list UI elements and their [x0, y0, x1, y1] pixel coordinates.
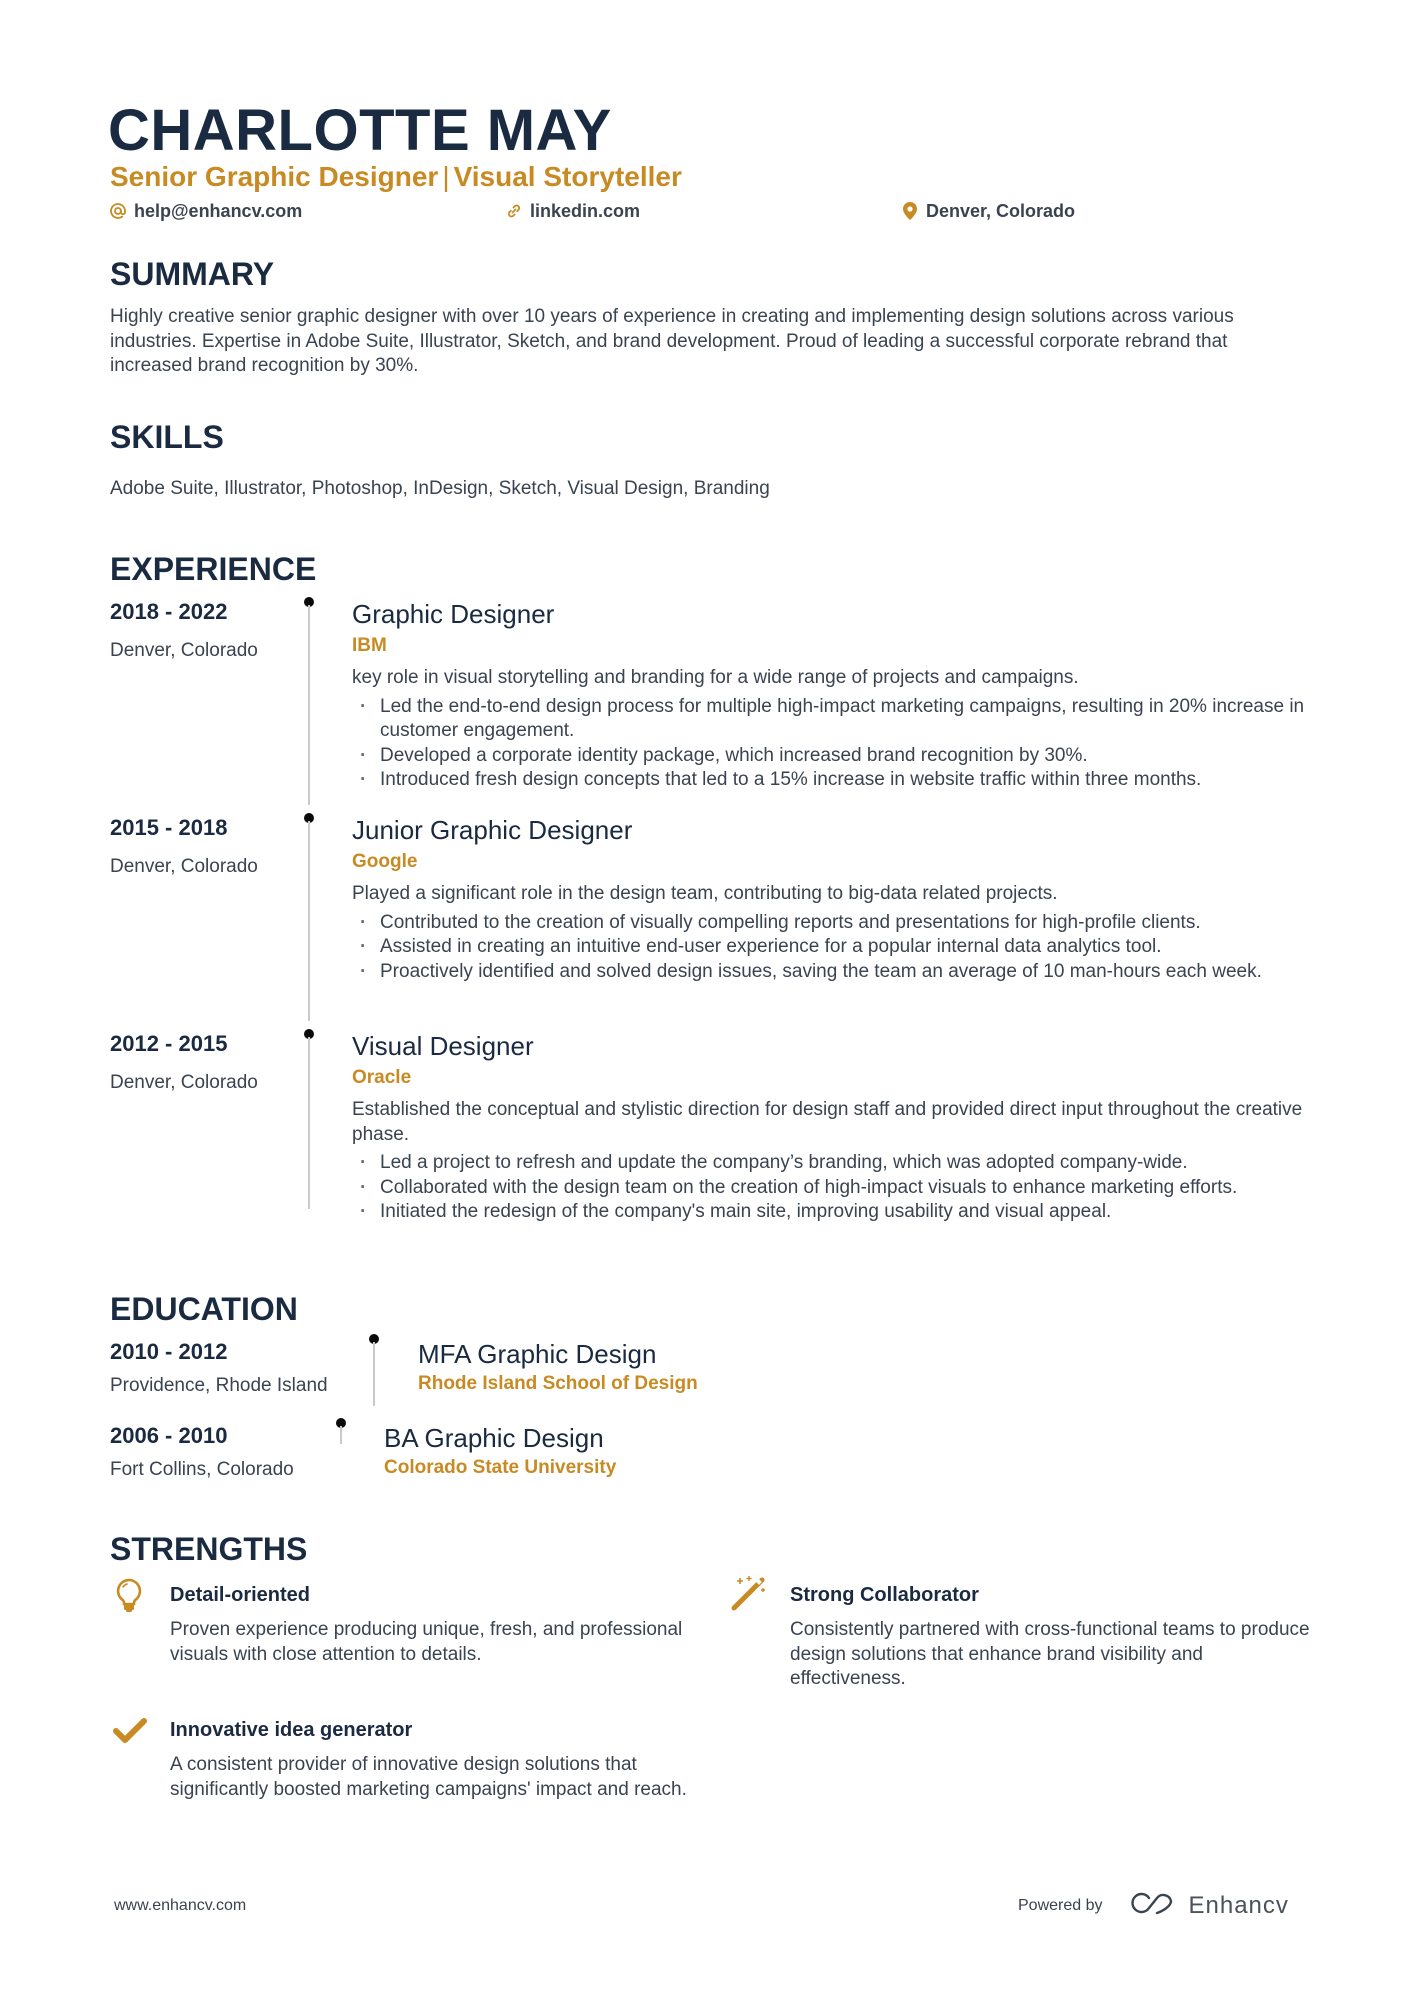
company-name: Google [352, 851, 418, 872]
company-name: Oracle [352, 1067, 412, 1088]
experience-heading: EXPERIENCE [110, 551, 317, 587]
timeline-line [308, 1037, 310, 1209]
achievement-bullet: · Led a project to refresh and update the company’s branding, which was adopted company-wide. [352, 1151, 1312, 1176]
experience-location: Denver, Colorado [110, 640, 258, 661]
summary-text: Highly creative senior graphic designer with over 10 years of experience in creating and implementing design solutions across various industries. Expertise in Adobe Suite, Illustrator, Sketch, and brand development. Proud of leading a successful corporate rebrand that increased brand recognition by 30%. [110, 306, 1234, 376]
strength-title: Detail-oriented [170, 1584, 311, 1606]
summary-heading: SUMMARY [110, 256, 275, 292]
degree: MFA Graphic Design [418, 1339, 657, 1369]
school-name: Rhode Island School of Design [418, 1373, 698, 1394]
timeline-line [308, 821, 310, 1021]
candidate-name: CHARLOTTE MAY [108, 98, 612, 163]
at-icon [110, 202, 126, 220]
experience-dates: 2012 - 2015 [110, 1031, 228, 1056]
strength-description: Consistently partnered with cross-functional teams to produce design solutions that enhance brand visibility and effectiveness. [790, 1619, 1310, 1689]
experience-entry [352, 1030, 1312, 1225]
headline-role: Senior Graphic Designer [110, 161, 439, 192]
achievement-bullet: · Assisted in creating an intuitive end-user experience for a popular internal data analytics tool. [352, 935, 1312, 960]
job-title: Graphic Designer [352, 599, 555, 629]
headline-separator: | [442, 161, 450, 192]
achievement-bullet: · Contributed to the creation of visually compelling reports and presentations for high-profile clients. [352, 911, 1312, 936]
achievement-list [352, 911, 1312, 985]
lightbulb-icon [114, 1578, 148, 1612]
education-location: Fort Collins, Colorado [110, 1459, 294, 1480]
achievement-bullet: · Initiated the redesign of the company's main site, improving usability and visual appeal. [352, 1200, 1312, 1225]
education-heading: EDUCATION [110, 1291, 298, 1327]
headline [110, 160, 682, 194]
achievement-list [352, 1151, 1312, 1225]
checkmark-icon [112, 1716, 146, 1750]
education-entry [384, 1422, 616, 1480]
contact-email[interactable] [110, 200, 302, 222]
strength-title: Innovative idea generator [170, 1719, 413, 1741]
brand-name: Enhancv [1188, 1891, 1289, 1919]
strength-item [170, 1582, 690, 1667]
powered-by-label: Powered by [1018, 1896, 1103, 1914]
strength-description: A consistent provider of innovative design solutions that significantly boosted marketing campaigns' impact and reach. [170, 1754, 687, 1800]
link-icon [506, 202, 522, 220]
experience-location: Denver, Colorado [110, 856, 258, 877]
experience-dates: 2015 - 2018 [110, 815, 228, 840]
job-title: Visual Designer [352, 1031, 534, 1061]
achievement-bullet: · Developed a corporate identity package, which increased brand recognition by 30%. [352, 744, 1312, 769]
skills-text: Adobe Suite, Illustrator, Photoshop, InDesign, Sketch, Visual Design, Branding [110, 478, 770, 499]
achievement-bullet: · Collaborated with the design team on the creation of high-impact visuals to enhance marketing efforts. [352, 1176, 1312, 1201]
job-description: key role in visual storytelling and branding for a wide range of projects and campaigns. [352, 667, 1079, 688]
strengths-heading: STRENGTHS [110, 1531, 308, 1567]
job-description: Established the conceptual and stylistic direction for design staff and provided direct input throughout the creative phase. [352, 1099, 1303, 1145]
education-dates: 2006 - 2010 [110, 1423, 228, 1448]
strength-title: Strong Collaborator [790, 1584, 979, 1606]
linkedin-text: linkedin.com [530, 201, 641, 221]
job-description: Played a significant role in the design team, contributing to big-data related projects. [352, 883, 1058, 904]
contact-location [902, 200, 1075, 222]
enhancv-brand-link[interactable] [1129, 1890, 1289, 1921]
footer-branding [1018, 1890, 1289, 1921]
achievement-list [352, 695, 1312, 793]
footer-website-link[interactable]: www.enhancv.com [114, 1897, 247, 1914]
education-location: Providence, Rhode Island [110, 1375, 328, 1396]
experience-entry [352, 598, 1312, 793]
degree: BA Graphic Design [384, 1423, 604, 1453]
strength-description: Proven experience producing unique, fresh, and professional visuals with close attention to details. [170, 1619, 683, 1665]
map-pin-icon [902, 202, 918, 220]
company-name: IBM [352, 635, 387, 656]
school-name: Colorado State University [384, 1457, 617, 1478]
experience-dates: 2018 - 2022 [110, 599, 228, 624]
headline-tagline: Visual Storyteller [453, 161, 682, 192]
experience-entry [352, 814, 1312, 984]
contact-linkedin[interactable] [506, 200, 640, 222]
timeline-line [340, 1426, 342, 1444]
education-entry [418, 1338, 698, 1396]
experience-location: Denver, Colorado [110, 1072, 258, 1093]
timeline-line [308, 605, 310, 805]
location-text: Denver, Colorado [926, 201, 1076, 221]
education-dates: 2010 - 2012 [110, 1339, 228, 1364]
strength-item [170, 1717, 710, 1802]
job-title: Junior Graphic Designer [352, 815, 633, 845]
skills-heading: SKILLS [110, 419, 224, 455]
strength-item [790, 1582, 1310, 1692]
achievement-bullet: · Led the end-to-end design process for multiple high-impact marketing campaigns, resulting in 20% increase in customer engagement. [352, 695, 1312, 744]
magic-wand-icon [730, 1574, 764, 1608]
enhancv-logo-icon [1129, 1890, 1177, 1921]
achievement-bullet: · Introduced fresh design concepts that led to a 15% increase in website traffic within three months. [352, 768, 1312, 793]
achievement-bullet: · Proactively identified and solved design issues, saving the team an average of 10 man-hours each week. [352, 960, 1312, 985]
timeline-line [373, 1342, 375, 1406]
email-text: help@enhancv.com [134, 201, 303, 221]
